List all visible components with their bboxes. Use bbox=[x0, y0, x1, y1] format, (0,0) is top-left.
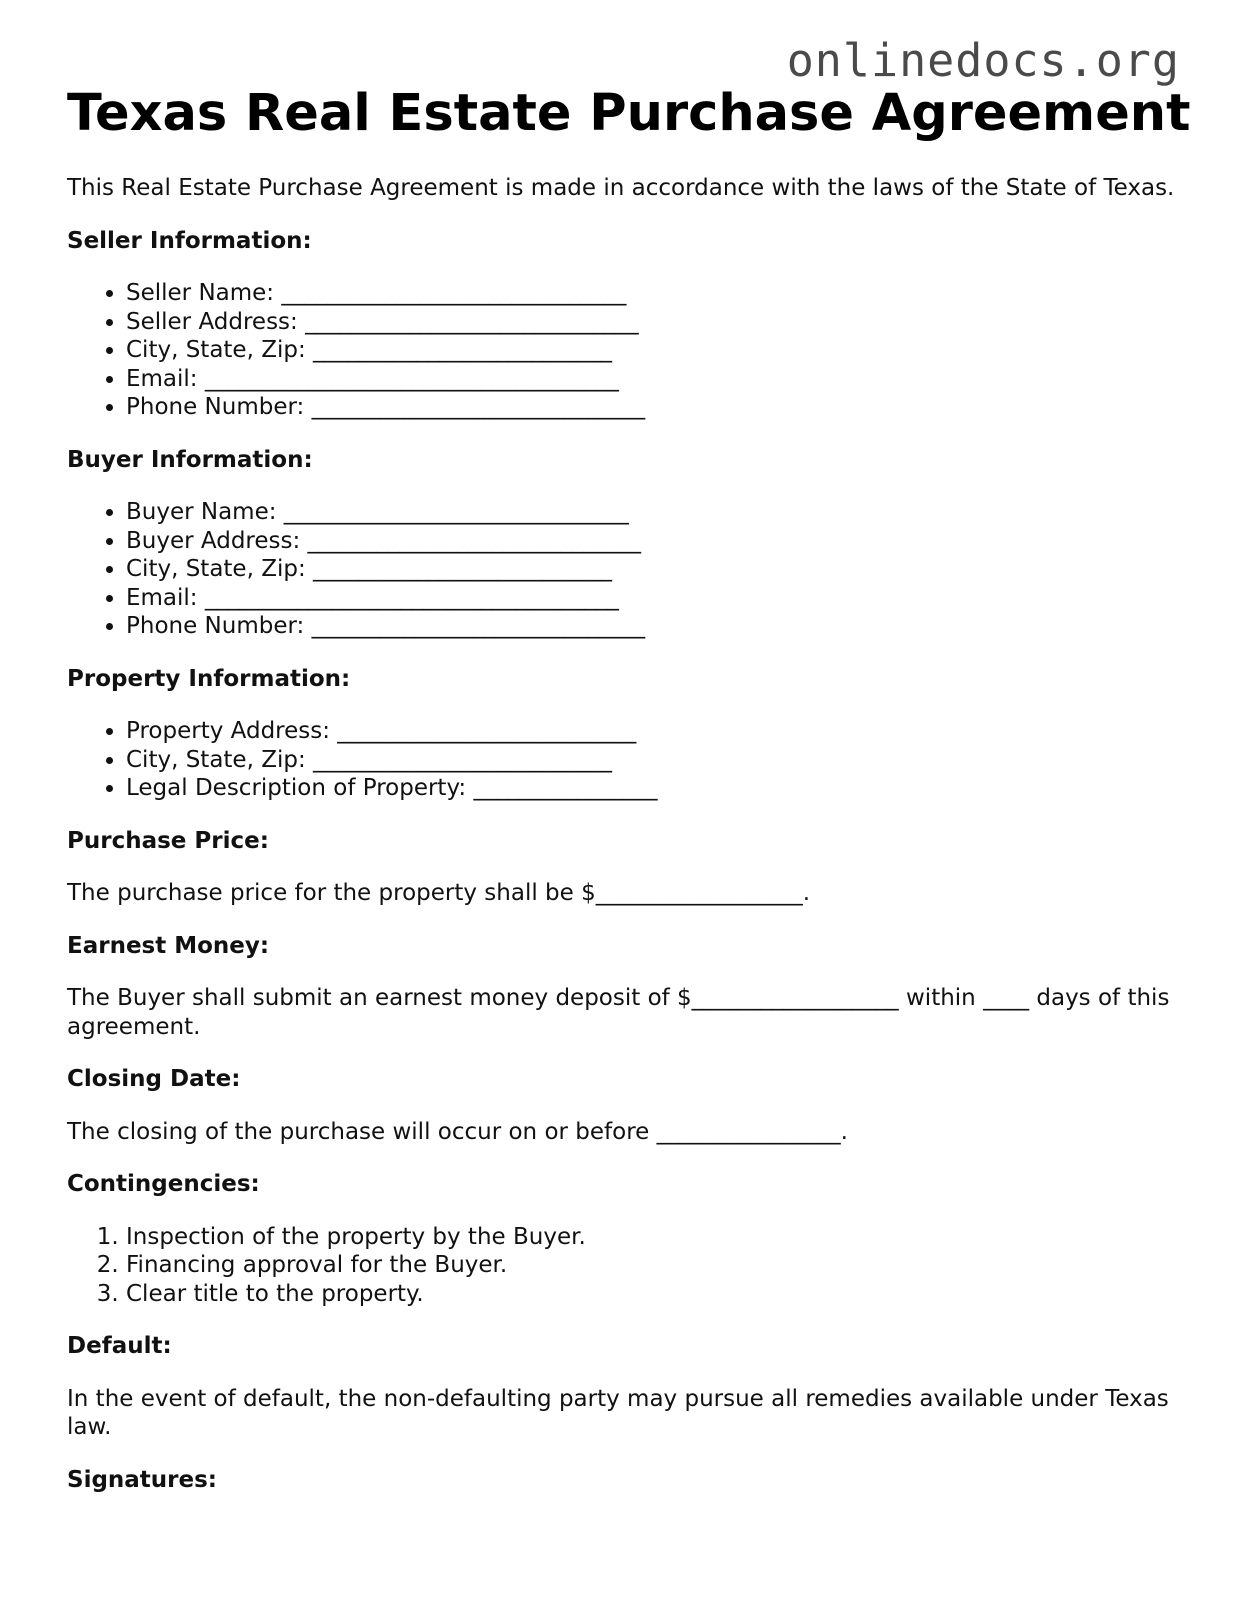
property-heading: Property Information: bbox=[67, 665, 351, 692]
purchase-price-heading: Purchase Price: bbox=[67, 827, 269, 854]
property-city-item: • City, State, Zip: __________________________ bbox=[126, 746, 1177, 775]
closing-date-heading: Closing Date: bbox=[67, 1066, 241, 1092]
contingency-inspection-item: 1. Inspection of the property by the Buyer. bbox=[126, 1223, 1177, 1252]
watermark: onlinedocs.org bbox=[786, 34, 1180, 87]
buyer-list bbox=[67, 498, 1177, 641]
seller-list bbox=[67, 279, 1177, 422]
buyer-heading: Buyer Information: bbox=[67, 446, 313, 473]
default-heading: Default: bbox=[67, 1333, 172, 1359]
contingencies-list bbox=[67, 1223, 1177, 1309]
buyer-phone-item: • Phone Number: _____________________________ bbox=[126, 612, 1177, 641]
seller-phone-item: • Phone Number: _____________________________ bbox=[126, 393, 1177, 422]
contingency-financing-item: 2. Financing approval for the Buyer. bbox=[126, 1251, 1177, 1280]
buyer-address-item: • Buyer Address: _____________________________ bbox=[126, 527, 1177, 556]
intro-paragraph: This Real Estate Purchase Agreement is made in accordance with the laws of the State of Texas. bbox=[67, 175, 1175, 201]
buyer-email-item: • Email: ____________________________________ bbox=[126, 584, 1177, 613]
document-page bbox=[67, 84, 1191, 1494]
signatures-heading: Signatures: bbox=[67, 1466, 218, 1493]
property-address-item: • Property Address: __________________________ bbox=[126, 717, 1177, 746]
seller-heading: Seller Information: bbox=[67, 227, 312, 254]
property-legal-description-item: • Legal Description of Property: ________________ bbox=[126, 774, 1177, 803]
seller-city-item: • City, State, Zip: __________________________ bbox=[126, 336, 1177, 365]
buyer-name-item: • Buyer Name: ______________________________ bbox=[126, 498, 1177, 527]
document-title: Texas Real Estate Purchase Agreement bbox=[67, 84, 1191, 143]
seller-email-item: • Email: ____________________________________ bbox=[126, 365, 1177, 394]
default-text: In the event of default, the non-defaulting party may pursue all remedies available under Texas law. bbox=[67, 1385, 1169, 1440]
seller-address-item: • Seller Address: _____________________________ bbox=[126, 308, 1177, 337]
closing-date-text: The closing of the purchase will occur on or before ________________. bbox=[67, 1118, 848, 1145]
contingency-title-item: 3. Clear title to the property. bbox=[126, 1280, 1177, 1309]
seller-name-item: • Seller Name: ______________________________ bbox=[126, 279, 1177, 308]
earnest-money-text: The Buyer shall submit an earnest money deposit of $__________________ within ____ days of this agreement. bbox=[67, 985, 1170, 1040]
contingencies-heading: Contingencies: bbox=[67, 1171, 260, 1197]
property-list bbox=[67, 717, 1177, 803]
buyer-city-item: • City, State, Zip: __________________________ bbox=[126, 555, 1177, 584]
purchase-price-text: The purchase price for the property shall be $__________________. bbox=[67, 880, 811, 906]
earnest-money-heading: Earnest Money: bbox=[67, 932, 270, 959]
